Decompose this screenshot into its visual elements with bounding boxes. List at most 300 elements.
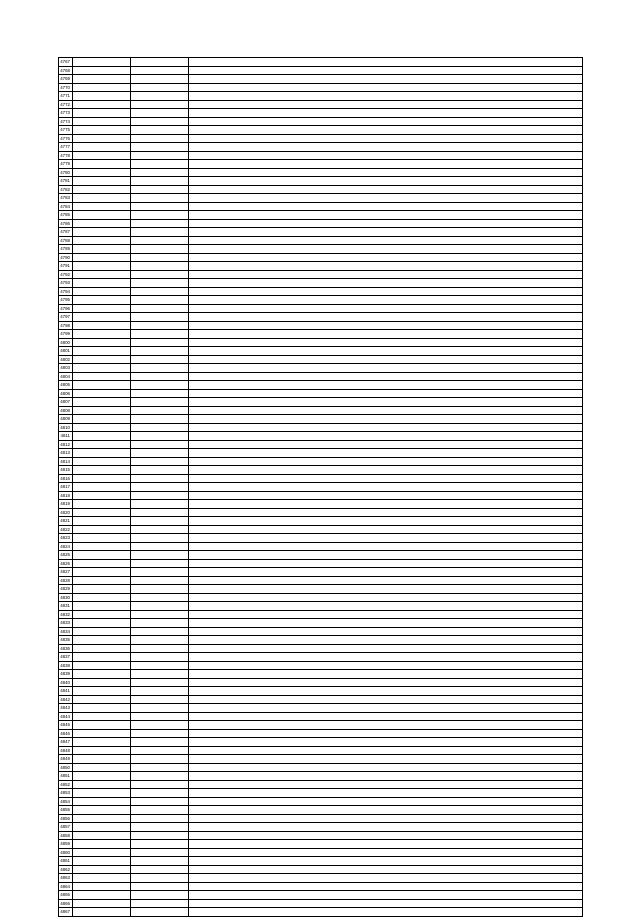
sub-cadastral-number-cell — [131, 338, 189, 347]
table-row — [59, 678, 583, 687]
row-number-cell: 4818 — [59, 491, 73, 500]
address-cell — [189, 100, 583, 109]
row-number-cell: 4848 — [59, 746, 73, 755]
sub-cadastral-number-cell — [131, 568, 189, 577]
cadastral-number-cell — [73, 610, 131, 619]
address-cell — [189, 381, 583, 390]
row-number-cell: 4814 — [59, 457, 73, 466]
cadastral-number-cell — [73, 525, 131, 534]
address-cell — [189, 296, 583, 305]
sub-cadastral-number-cell — [131, 270, 189, 279]
row-number-cell: 4865 — [59, 891, 73, 900]
sub-cadastral-number-cell — [131, 653, 189, 662]
table-row — [59, 279, 583, 288]
sub-cadastral-number-cell — [131, 517, 189, 526]
address-cell — [189, 219, 583, 228]
address-cell — [189, 151, 583, 160]
cadastral-number-cell — [73, 364, 131, 373]
sub-cadastral-number-cell — [131, 899, 189, 908]
table-row — [59, 253, 583, 262]
cadastral-number-cell — [73, 602, 131, 611]
table-row — [59, 262, 583, 271]
address-cell — [189, 551, 583, 560]
address-cell — [189, 891, 583, 900]
cadastral-number-cell — [73, 559, 131, 568]
address-cell — [189, 840, 583, 849]
cadastral-number-cell — [73, 92, 131, 101]
address-cell — [189, 338, 583, 347]
address-cell — [189, 831, 583, 840]
sub-cadastral-number-cell — [131, 457, 189, 466]
cadastral-number-cell — [73, 330, 131, 339]
sub-cadastral-number-cell — [131, 58, 189, 67]
cadastral-number-cell — [73, 687, 131, 696]
cadastral-number-cell — [73, 534, 131, 543]
address-cell — [189, 899, 583, 908]
address-cell — [189, 585, 583, 594]
cadastral-number-cell — [73, 432, 131, 441]
cadastral-number-cell — [73, 585, 131, 594]
table-row — [59, 466, 583, 475]
table-row — [59, 908, 583, 917]
sub-cadastral-number-cell — [131, 593, 189, 602]
row-number-cell: 4785 — [59, 211, 73, 220]
address-cell — [189, 610, 583, 619]
address-cell — [189, 134, 583, 143]
cadastral-number-cell — [73, 466, 131, 475]
table-row — [59, 236, 583, 245]
sub-cadastral-number-cell — [131, 109, 189, 118]
row-number-cell: 4829 — [59, 585, 73, 594]
table-row — [59, 160, 583, 169]
cadastral-number-cell — [73, 58, 131, 67]
sub-cadastral-number-cell — [131, 661, 189, 670]
register-page — [58, 57, 582, 917]
sub-cadastral-number-cell — [131, 500, 189, 509]
address-cell — [189, 253, 583, 262]
address-cell — [189, 712, 583, 721]
cadastral-number-cell — [73, 797, 131, 806]
sub-cadastral-number-cell — [131, 704, 189, 713]
address-cell — [189, 364, 583, 373]
address-cell — [189, 92, 583, 101]
table-row — [59, 695, 583, 704]
address-cell — [189, 245, 583, 254]
sub-cadastral-number-cell — [131, 814, 189, 823]
table-row — [59, 644, 583, 653]
row-number-cell: 4823 — [59, 534, 73, 543]
address-cell — [189, 729, 583, 738]
table-row — [59, 58, 583, 67]
address-cell — [189, 83, 583, 92]
address-cell — [189, 347, 583, 356]
cadastral-number-cell — [73, 806, 131, 815]
sub-cadastral-number-cell — [131, 678, 189, 687]
address-cell — [189, 177, 583, 186]
address-cell — [189, 517, 583, 526]
cadastral-number-cell — [73, 865, 131, 874]
cadastral-number-cell — [73, 840, 131, 849]
cadastral-number-cell — [73, 712, 131, 721]
cadastral-number-cell — [73, 576, 131, 585]
address-cell — [189, 559, 583, 568]
table-row — [59, 882, 583, 891]
cadastral-number-cell — [73, 185, 131, 194]
row-number-cell: 4772 — [59, 100, 73, 109]
sub-cadastral-number-cell — [131, 287, 189, 296]
sub-cadastral-number-cell — [131, 627, 189, 636]
sub-cadastral-number-cell — [131, 789, 189, 798]
cadastral-number-cell — [73, 568, 131, 577]
table-row — [59, 721, 583, 730]
sub-cadastral-number-cell — [131, 117, 189, 126]
sub-cadastral-number-cell — [131, 695, 189, 704]
cadastral-number-cell — [73, 653, 131, 662]
row-number-cell: 4842 — [59, 695, 73, 704]
sub-cadastral-number-cell — [131, 364, 189, 373]
row-number-cell: 4824 — [59, 542, 73, 551]
row-number-cell: 4807 — [59, 398, 73, 407]
row-number-cell: 4849 — [59, 755, 73, 764]
table-row — [59, 899, 583, 908]
address-cell — [189, 466, 583, 475]
table-row — [59, 653, 583, 662]
sub-cadastral-number-cell — [131, 168, 189, 177]
sub-cadastral-number-cell — [131, 474, 189, 483]
sub-cadastral-number-cell — [131, 908, 189, 917]
sub-cadastral-number-cell — [131, 134, 189, 143]
row-number-cell: 4793 — [59, 279, 73, 288]
cadastral-number-cell — [73, 313, 131, 322]
cadastral-number-cell — [73, 449, 131, 458]
row-number-cell: 4857 — [59, 823, 73, 832]
cadastral-number-cell — [73, 279, 131, 288]
address-cell — [189, 721, 583, 730]
table-row — [59, 75, 583, 84]
row-number-cell: 4858 — [59, 831, 73, 840]
sub-cadastral-number-cell — [131, 874, 189, 883]
table-row — [59, 891, 583, 900]
table-row — [59, 304, 583, 313]
table-row — [59, 602, 583, 611]
row-number-cell: 4770 — [59, 83, 73, 92]
sub-cadastral-number-cell — [131, 823, 189, 832]
sub-cadastral-number-cell — [131, 313, 189, 322]
table-row — [59, 704, 583, 713]
cadastral-number-cell — [73, 636, 131, 645]
address-cell — [189, 321, 583, 330]
table-row — [59, 823, 583, 832]
table-row — [59, 840, 583, 849]
address-cell — [189, 627, 583, 636]
sub-cadastral-number-cell — [131, 491, 189, 500]
sub-cadastral-number-cell — [131, 619, 189, 628]
cadastral-number-cell — [73, 789, 131, 798]
table-row — [59, 168, 583, 177]
row-number-cell: 4827 — [59, 568, 73, 577]
row-number-cell: 4780 — [59, 168, 73, 177]
cadastral-number-cell — [73, 321, 131, 330]
sub-cadastral-number-cell — [131, 857, 189, 866]
table-row — [59, 415, 583, 424]
address-cell — [189, 262, 583, 271]
address-cell — [189, 789, 583, 798]
table-row — [59, 712, 583, 721]
table-row — [59, 296, 583, 305]
sub-cadastral-number-cell — [131, 177, 189, 186]
register-table — [58, 57, 583, 917]
address-cell — [189, 330, 583, 339]
sub-cadastral-number-cell — [131, 389, 189, 398]
register-table-body — [59, 58, 583, 917]
sub-cadastral-number-cell — [131, 381, 189, 390]
row-number-cell: 4796 — [59, 304, 73, 313]
sub-cadastral-number-cell — [131, 398, 189, 407]
row-number-cell: 4867 — [59, 908, 73, 917]
row-number-cell: 4809 — [59, 415, 73, 424]
table-row — [59, 321, 583, 330]
cadastral-number-cell — [73, 474, 131, 483]
cadastral-number-cell — [73, 296, 131, 305]
table-row — [59, 755, 583, 764]
address-cell — [189, 653, 583, 662]
row-number-cell: 4811 — [59, 432, 73, 441]
row-number-cell: 4862 — [59, 865, 73, 874]
cadastral-number-cell — [73, 381, 131, 390]
cadastral-number-cell — [73, 763, 131, 772]
table-row — [59, 219, 583, 228]
row-number-cell: 4812 — [59, 440, 73, 449]
table-row — [59, 593, 583, 602]
row-number-cell: 4840 — [59, 678, 73, 687]
row-number-cell: 4821 — [59, 517, 73, 526]
cadastral-number-cell — [73, 440, 131, 449]
cadastral-number-cell — [73, 406, 131, 415]
sub-cadastral-number-cell — [131, 746, 189, 755]
cadastral-number-cell — [73, 780, 131, 789]
sub-cadastral-number-cell — [131, 66, 189, 75]
address-cell — [189, 500, 583, 509]
row-number-cell: 4777 — [59, 143, 73, 152]
sub-cadastral-number-cell — [131, 806, 189, 815]
sub-cadastral-number-cell — [131, 763, 189, 772]
table-row — [59, 610, 583, 619]
sub-cadastral-number-cell — [131, 194, 189, 203]
sub-cadastral-number-cell — [131, 576, 189, 585]
address-cell — [189, 236, 583, 245]
address-cell — [189, 185, 583, 194]
sub-cadastral-number-cell — [131, 100, 189, 109]
address-cell — [189, 772, 583, 781]
sub-cadastral-number-cell — [131, 636, 189, 645]
row-number-cell: 4846 — [59, 729, 73, 738]
table-row — [59, 797, 583, 806]
sub-cadastral-number-cell — [131, 151, 189, 160]
address-cell — [189, 287, 583, 296]
table-row — [59, 857, 583, 866]
table-row — [59, 143, 583, 152]
table-row — [59, 814, 583, 823]
row-number-cell: 4791 — [59, 262, 73, 271]
cadastral-number-cell — [73, 772, 131, 781]
row-number-cell: 4784 — [59, 202, 73, 211]
row-number-cell: 4834 — [59, 627, 73, 636]
row-number-cell: 4841 — [59, 687, 73, 696]
table-row — [59, 389, 583, 398]
sub-cadastral-number-cell — [131, 797, 189, 806]
address-cell — [189, 270, 583, 279]
cadastral-number-cell — [73, 746, 131, 755]
sub-cadastral-number-cell — [131, 432, 189, 441]
table-row — [59, 831, 583, 840]
cadastral-number-cell — [73, 66, 131, 75]
table-row — [59, 66, 583, 75]
sub-cadastral-number-cell — [131, 610, 189, 619]
sub-cadastral-number-cell — [131, 347, 189, 356]
sub-cadastral-number-cell — [131, 780, 189, 789]
row-number-cell: 4801 — [59, 347, 73, 356]
table-row — [59, 551, 583, 560]
table-row — [59, 372, 583, 381]
cadastral-number-cell — [73, 891, 131, 900]
sub-cadastral-number-cell — [131, 585, 189, 594]
address-cell — [189, 763, 583, 772]
cadastral-number-cell — [73, 75, 131, 84]
sub-cadastral-number-cell — [131, 551, 189, 560]
sub-cadastral-number-cell — [131, 670, 189, 679]
row-number-cell: 4769 — [59, 75, 73, 84]
row-number-cell: 4855 — [59, 806, 73, 815]
address-cell — [189, 857, 583, 866]
cadastral-number-cell — [73, 160, 131, 169]
table-row — [59, 568, 583, 577]
address-cell — [189, 636, 583, 645]
cadastral-number-cell — [73, 908, 131, 917]
sub-cadastral-number-cell — [131, 423, 189, 432]
table-row — [59, 559, 583, 568]
row-number-cell: 4852 — [59, 780, 73, 789]
sub-cadastral-number-cell — [131, 687, 189, 696]
cadastral-number-cell — [73, 253, 131, 262]
address-cell — [189, 542, 583, 551]
sub-cadastral-number-cell — [131, 253, 189, 262]
cadastral-number-cell — [73, 721, 131, 730]
row-number-cell: 4833 — [59, 619, 73, 628]
address-cell — [189, 746, 583, 755]
table-row — [59, 347, 583, 356]
table-row — [59, 330, 583, 339]
sub-cadastral-number-cell — [131, 262, 189, 271]
row-number-cell: 4828 — [59, 576, 73, 585]
table-row — [59, 848, 583, 857]
cadastral-number-cell — [73, 500, 131, 509]
address-cell — [189, 432, 583, 441]
address-cell — [189, 398, 583, 407]
table-row — [59, 100, 583, 109]
table-row — [59, 440, 583, 449]
row-number-cell: 4853 — [59, 789, 73, 798]
address-cell — [189, 534, 583, 543]
sub-cadastral-number-cell — [131, 160, 189, 169]
row-number-cell: 4859 — [59, 840, 73, 849]
address-cell — [189, 491, 583, 500]
table-row — [59, 228, 583, 237]
cadastral-number-cell — [73, 542, 131, 551]
cadastral-number-cell — [73, 83, 131, 92]
address-cell — [189, 304, 583, 313]
address-cell — [189, 755, 583, 764]
cadastral-number-cell — [73, 211, 131, 220]
sub-cadastral-number-cell — [131, 236, 189, 245]
sub-cadastral-number-cell — [131, 865, 189, 874]
cadastral-number-cell — [73, 882, 131, 891]
cadastral-number-cell — [73, 848, 131, 857]
row-number-cell: 4844 — [59, 712, 73, 721]
row-number-cell: 4776 — [59, 134, 73, 143]
address-cell — [189, 372, 583, 381]
row-number-cell: 4856 — [59, 814, 73, 823]
sub-cadastral-number-cell — [131, 92, 189, 101]
table-row — [59, 525, 583, 534]
cadastral-number-cell — [73, 143, 131, 152]
address-cell — [189, 678, 583, 687]
cadastral-number-cell — [73, 228, 131, 237]
cadastral-number-cell — [73, 678, 131, 687]
cadastral-number-cell — [73, 551, 131, 560]
row-number-cell: 4773 — [59, 109, 73, 118]
address-cell — [189, 211, 583, 220]
cadastral-number-cell — [73, 491, 131, 500]
cadastral-number-cell — [73, 508, 131, 517]
table-row — [59, 576, 583, 585]
row-number-cell: 4794 — [59, 287, 73, 296]
row-number-cell: 4839 — [59, 670, 73, 679]
row-number-cell: 4860 — [59, 848, 73, 857]
address-cell — [189, 75, 583, 84]
table-row — [59, 270, 583, 279]
table-row — [59, 619, 583, 628]
sub-cadastral-number-cell — [131, 449, 189, 458]
table-row — [59, 194, 583, 203]
address-cell — [189, 457, 583, 466]
table-row — [59, 491, 583, 500]
table-row — [59, 874, 583, 883]
row-number-cell: 4854 — [59, 797, 73, 806]
table-row — [59, 661, 583, 670]
table-row — [59, 763, 583, 772]
table-row — [59, 865, 583, 874]
address-cell — [189, 58, 583, 67]
row-number-cell: 4845 — [59, 721, 73, 730]
table-row — [59, 211, 583, 220]
row-number-cell: 4768 — [59, 66, 73, 75]
table-row — [59, 585, 583, 594]
table-row — [59, 151, 583, 160]
address-cell — [189, 202, 583, 211]
address-cell — [189, 874, 583, 883]
cadastral-number-cell — [73, 415, 131, 424]
sub-cadastral-number-cell — [131, 534, 189, 543]
row-number-cell: 4815 — [59, 466, 73, 475]
cadastral-number-cell — [73, 126, 131, 135]
table-row — [59, 508, 583, 517]
row-number-cell: 4861 — [59, 857, 73, 866]
cadastral-number-cell — [73, 219, 131, 228]
row-number-cell: 4798 — [59, 321, 73, 330]
sub-cadastral-number-cell — [131, 483, 189, 492]
sub-cadastral-number-cell — [131, 126, 189, 135]
table-row — [59, 134, 583, 143]
